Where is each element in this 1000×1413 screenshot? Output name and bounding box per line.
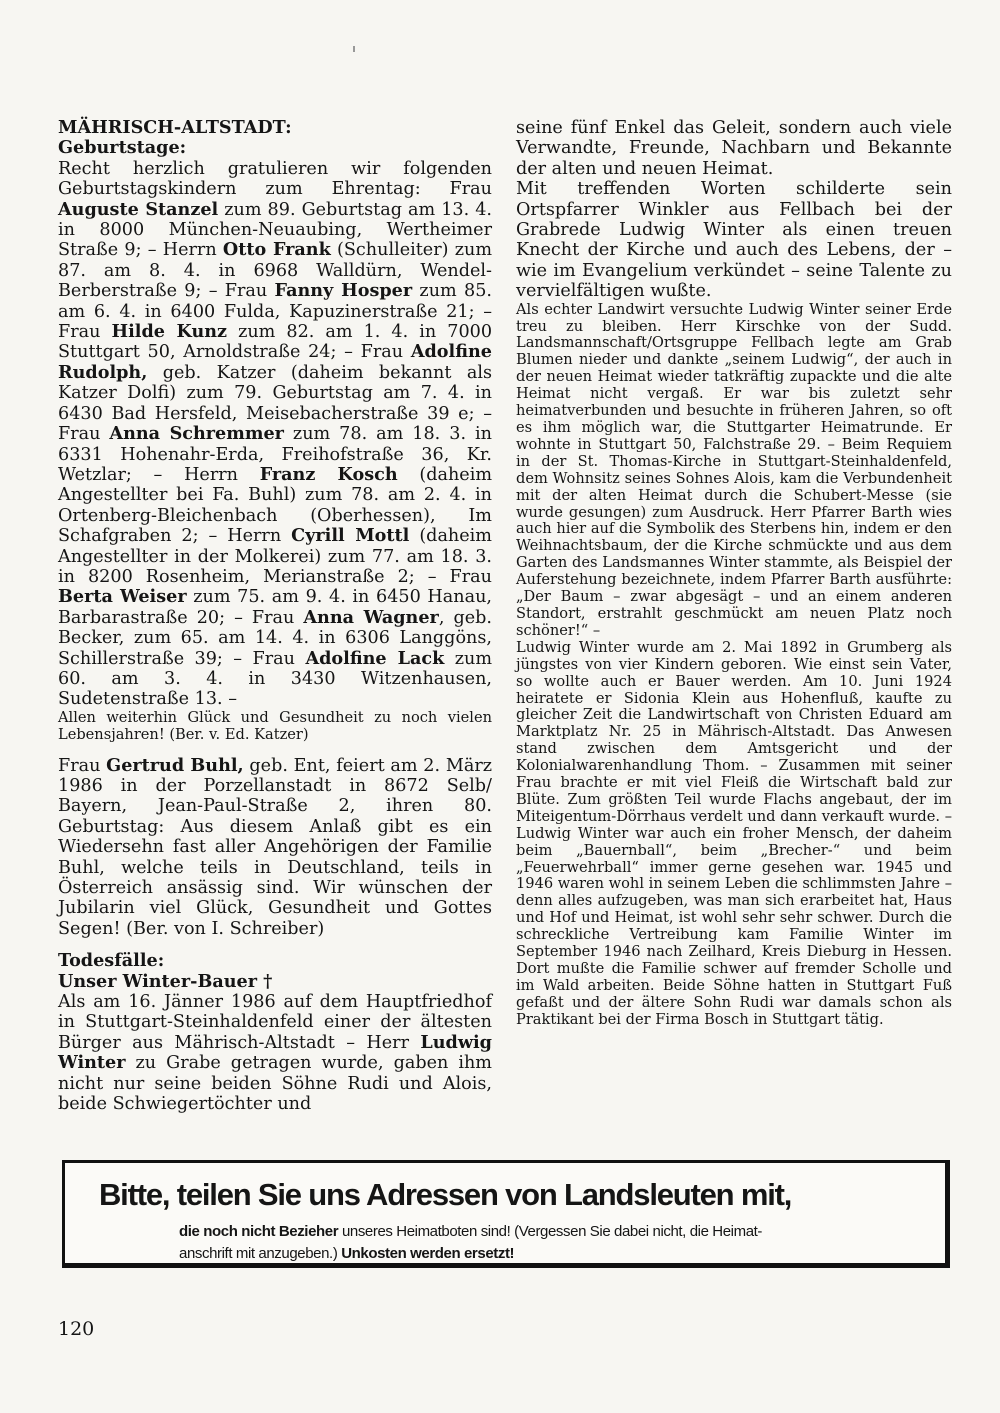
person-name: Adolfine Rudolph, bbox=[58, 341, 492, 383]
birthdays-paragraph bbox=[58, 159, 492, 710]
person-name: Ludwig Winter bbox=[58, 1031, 492, 1074]
text-run: geb. Katzer (daheim bekannt als Katzer Dolfi) zum 79. Geburtstag am 7. 4. in 6430 Bad Hersfeld, Meisebacherstraße 39 e; – Frau bbox=[58, 362, 492, 445]
left-column bbox=[58, 118, 492, 1115]
notice-line1-rest: unseres Heimatboten sind! (Vergessen Sie dabei nicht, die Heimat- bbox=[338, 1223, 763, 1240]
obituary-body: Als echter Landwirt versuchte Ludwig Winter seiner Erde treu zu bleiben. Herr Kirschke von der Sudd. Landsmannschaft/Ortsgruppe Fellbach legte am Grab Blumen nieder und dankte „seinem Ludwig“, der auch in der neuen Heimat wieder tatkräftig zupackte und die alte Heimat nicht vergaß. Er war bis zuletzt sehr heimatverbunden und besuchte in früheren Jahren, so oft es ihm möglich war, die Stuttgarter Heimatrunde. Er wohnte in Stuttgart 50, Falchstraße 29. – Beim Requiem in der St. Thomas-Kirche in Stuttgart-Steinhaldenfeld, dem Wohnsitz seines Sohnes Alois, kam die Verbundenheit mit der alten Heimat durch die Schubert-Messe (sie wurde gesungen) zum Ausdruck. Herr Pfarrer Barth wies auch hier auf die Symbolik des Sterbens hin, indem er den Weihnachtsbaum, der die Kirche schmückte und aus dem Garten des Landsmannes Winter stammte, als Beispiel der Auferstehung bezeichnete, indem Pfarrer Barth ausführte: „Der Baum – zwar abgesägt – und an einem anderen Standort, erstrahlt geschmückt am neuen Platz noch schöner!“ – bbox=[516, 300, 952, 639]
text-run: geb. Ent, feiert am 2. März 1986 in der Porzellanstadt in 8672 Selb/ Bayern, Jean-Paul-Straße 2, ihren 80. Geburtstag: Aus diesem Anlaß gibt es ein Wiedersehn fast aller Angehörigen der Familie Buhl, welche teils in Deutschland, teils in Österreich ansässig sind. Wir wünschen der Jubilarin viel Glück, Gesundheit und Gottes Segen! (Ber. von I. Schreiber) bbox=[58, 755, 493, 939]
person-name: Anna Wagner bbox=[303, 606, 439, 628]
obituary-life: Ludwig Winter wurde am 2. Mai 1892 in Grumberg als jüngstes von vier Kindern geboren. Wie einst sein Vater, so wollte auch er Bauer werden. Am 10. Juni 1924 heiratete er Sidonia Klein aus Hohenfluß, kaufte zu gleicher Zeit die Landwirtschaft von Christen Eduard am Marktplatz Nr. 25 in Mährisch-Altstadt. Das Anwesen stand zwischen dem Amtsgericht und der Kolonialwarenhandlung Thom. – Zusammen mit seiner Frau brachte er mit viel Fleiß die Wirtschaft bald zur Blüte. Zum größten Teil wurde Flachs angebaut, der im Miteigentum-Dörrhaus verdelt und dann verkauft wurde. – Ludwig Winter war auch ein froher Mensch, der daheim beim „Bauernball“, beim „Brecher-“ und beim „Feuerwehrball“ immer gerne gesehen war. 1945 und 1946 waren wohl in seinem Leben die schlimmsten Jahre – denn alles aufzugeben, was man sich erarbeitet hat, Haus und Hof und Heimat, ist wohl sehr sehr schwer. Durch die schreckliche Vertreibung kam Familie Winter im September 1946 nach Zeilhard, Kreis Dieburg in Hessen. Dort mußte die Familie schwer auf fremder Scholle und im Wald arbeiten. Beide Söhne hatten in Stuttgart Fuß gefaßt und der ältere Sohn Rudi war damals schon als Praktikant bei der Firma Bosch in Stuttgart tätig. bbox=[516, 638, 952, 1028]
text-run: Frau bbox=[58, 755, 107, 776]
text-run: (Schulleiter) zum 87. am 8. 4. in 6968 Walldürn, Wendel-Berberstraße 9; – Frau bbox=[58, 240, 492, 302]
person-name: Adolfine Lack bbox=[305, 647, 445, 669]
right-column bbox=[516, 118, 952, 1029]
print-speck bbox=[353, 46, 355, 52]
person-name: Hilde Kunz bbox=[111, 321, 228, 343]
notice-line-1 bbox=[179, 1223, 919, 1240]
notice-headline: Bitte, teilen Sie uns Adressen von Landsleuten mit, bbox=[99, 1177, 792, 1212]
obituary-continuation: seine fünf Enkel das Geleit, sondern auch viele Verwandte, Freunde, Nachbarn und Bekannte der alten und neuen Heimat. bbox=[516, 118, 952, 179]
person-name: Berta Weiser bbox=[58, 586, 187, 608]
deaths-heading: Todesfälle: bbox=[58, 950, 165, 972]
address-request-box bbox=[62, 1160, 950, 1268]
text-run: zum 75. am 9. 4. in 6450 Hanau, Barbarastraße 20; – Frau bbox=[58, 587, 493, 628]
person-name: Otto Frank bbox=[222, 239, 331, 261]
section-title: MÄHRISCH-ALTSTADT: bbox=[58, 117, 292, 138]
birthdays-heading: Geburtstage: bbox=[58, 137, 187, 159]
obituary-speech: Mit treffenden Worten schilderte sein Ortspfarrer Winkler aus Fellbach bei der Grabrede Ludwig Winter als einen treuen Knecht der Kirche und auch des Lebens, der – wie im Evangelium verkündet – seine Talente zu vervielfältigen wußte. bbox=[516, 179, 952, 302]
person-name: Anna Schremmer bbox=[109, 423, 284, 445]
text-run: (daheim Angestellter bei Fa. Buhl) zum 78. am 2. 4. in Ortenberg-Bleichenbach (Oberhessen), Im Schafgraben 2; – Herrn bbox=[58, 464, 493, 547]
buhl-paragraph bbox=[58, 756, 492, 940]
text-run: (daheim Angestellter in der Molkerei) zum 77. am 18. 3. in 8200 Rosenheim, Merianstraße 2; – Frau bbox=[58, 526, 492, 587]
text-run: zu Grabe getragen wurde, gaben ihm nicht nur seine beiden Söhne Rudi und Alois, beide Schwiegertöchter und bbox=[58, 1053, 492, 1115]
text-run: zum 85. am 6. 4. in 6400 Fulda, Kapuzinerstraße 21; – Frau bbox=[58, 281, 492, 343]
birthdays-wish: Allen weiterhin Glück und Gesundheit zu noch vielen Lebensjahren! (Ber. v. Ed. Katzer) bbox=[58, 708, 492, 743]
text-run: zum 60. am 3. 4. in 3430 Witzenhausen, Sudetenstraße 13. – bbox=[58, 648, 492, 710]
person-name: Cyrill Mottl bbox=[291, 525, 410, 547]
obituary-heading: Unser Winter-Bauer † bbox=[58, 970, 273, 992]
person-name: Gertrud Buhl, bbox=[106, 754, 244, 776]
text-run: , geb. Becker, zum 65. am 14. 4. in 6306 Langgöns, Schillerstraße 39; – Frau bbox=[58, 607, 492, 669]
text-run: zum 82. am 1. 4. in 7000 Stuttgart 50, Arnoldstraße 24; – Frau bbox=[58, 322, 493, 363]
person-name: Fanny Hosper bbox=[274, 280, 413, 302]
person-name: Franz Kosch bbox=[259, 463, 398, 485]
obituary-start bbox=[58, 992, 492, 1114]
person-name: Auguste Stanzel bbox=[58, 198, 219, 220]
notice-line1-bold: die noch nicht Bezieher bbox=[179, 1223, 339, 1240]
notice-line2-bold: Unkosten werden ersetzt! bbox=[341, 1245, 515, 1262]
text-run: Als am 16. Jänner 1986 auf dem Hauptfriedhof in Stuttgart-Steinhaldenfeld einer der ältesten Bürger aus Mährisch-Altstadt – Herr bbox=[58, 992, 492, 1053]
text-run: zum 89. Geburtstag am 13. 4. in 8000 München-Neuaubing, Wertheimer Straße 9; – Herrn bbox=[58, 199, 492, 261]
text-run: Recht herzlich gratulieren wir folgenden Geburtstagskindern zum Ehrentag: Frau bbox=[58, 158, 492, 200]
text-run: zum 78. am 18. 3. in 6331 Hohenahr-Erda, Freihofstraße 36, Kr. Wetzlar; – Herrn bbox=[58, 424, 492, 485]
page-number: 120 bbox=[58, 1318, 95, 1340]
notice-line-2 bbox=[179, 1245, 919, 1262]
notice-line2-rest: anschrift mit anzugeben.) bbox=[179, 1245, 342, 1262]
